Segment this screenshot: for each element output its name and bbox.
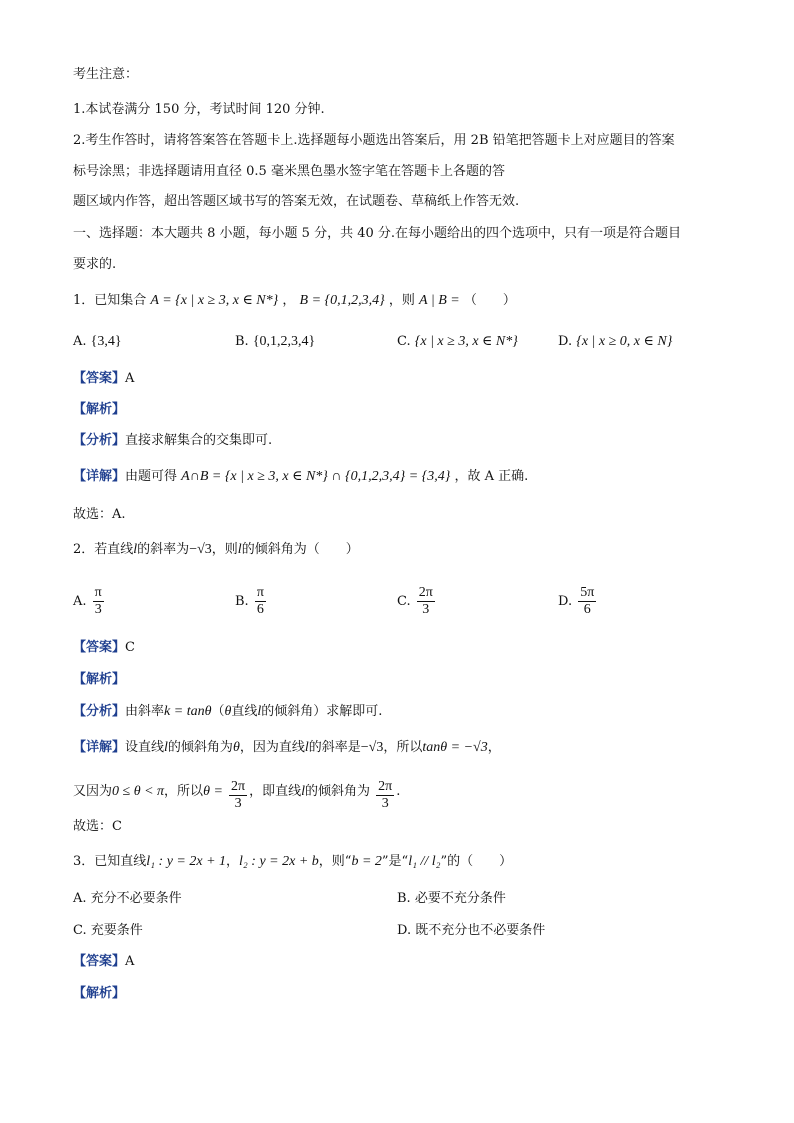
q1-prefix: 1．已知集合 bbox=[73, 293, 147, 308]
q2-answer: 【答案】C bbox=[73, 640, 135, 655]
q2-analysis-label: 【解析】 bbox=[73, 672, 126, 687]
q1-comma: ， bbox=[282, 293, 296, 308]
notice-title: 考生注意： bbox=[73, 67, 139, 82]
q3-option-d: D. 既不充分也不必要条件 bbox=[397, 923, 546, 938]
q1-option-a: A. {3,4} bbox=[73, 334, 122, 349]
q1-paren: （ ） bbox=[463, 293, 516, 308]
question-2-stem: 2．若直线l的斜率为−√3，则l的倾斜角为（ ） bbox=[73, 542, 359, 557]
q2-option-c: C. $\frac{2\pi}{3}$ bbox=[397, 585, 433, 617]
notice-line-1: 1.本试卷满分 150 分，考试时间 120 分钟. bbox=[73, 102, 325, 117]
q1-detail-math: A∩B = {x | x ≥ 3, x ∈ N*} ∩ {0,1,2,3,4} = {3,4} bbox=[181, 469, 451, 484]
q3-option-b: B. 必要不充分条件 bbox=[397, 891, 506, 906]
q2-answer-value: C bbox=[125, 640, 135, 655]
q1-fenxi: 【分析】直接求解集合的交集即可. bbox=[73, 433, 273, 448]
q2-option-d: D. $\frac{5\pi}{6}$ bbox=[558, 585, 595, 617]
q2-option-a: A. $\frac{\pi}{3}$ bbox=[73, 585, 102, 617]
q2-detail-tan: tanθ = −√3 bbox=[422, 740, 488, 755]
q2-line-l: l bbox=[133, 542, 138, 557]
section-heading-line-2: 要求的. bbox=[73, 257, 117, 272]
answer-label: 【答案】 bbox=[73, 371, 126, 386]
q2-slope: −√3 bbox=[189, 542, 212, 557]
q3-option-a: A. 充分不必要条件 bbox=[73, 891, 182, 906]
q1-option-d: D. {x | x ≥ 0, x ∈ N} bbox=[558, 334, 673, 349]
notice-line-2: 2.考生作答时，请将答案答在答题卡上.选择题每小题选出答案后，用 2B 铅笔把答题卡上对应题目的答案 bbox=[73, 133, 675, 148]
q1-answer bbox=[73, 370, 134, 388]
q1-set-a: A = {x | x ≥ 3, x ∈ N*} bbox=[150, 293, 279, 308]
q1-detail: 【详解】由题可得 A∩B = {x | x ≥ 3, x ∈ N*} ∩ {0,1,2,3,4} = {3,4} ，故 A 正确. bbox=[73, 469, 529, 484]
notice-line-3: 标号涂黑；非选择题请用直径 0.5 毫米黑色墨水签字笔在答题卡上各题的答 bbox=[73, 164, 505, 179]
q3-analysis-label: 【解析】 bbox=[73, 986, 126, 1001]
question-3-stem: 3．已知直线l₁ : y = 2x + 1，l₂ : y = 2x + b，则“b = 2”是“l₁ // l₂”的（ ） bbox=[73, 854, 513, 869]
q3-option-c: C. 充要条件 bbox=[73, 923, 143, 938]
q3-line-1: l₁ : y = 2x + 1 bbox=[146, 854, 227, 869]
q3-answer-value: A bbox=[125, 954, 135, 969]
q1-option-c: C. {x | x ≥ 3, x ∈ N*} bbox=[397, 334, 518, 349]
q1-set-b: B = {0,1,2,3,4} bbox=[299, 293, 385, 308]
q2-detail-1: 【详解】设直线l的倾斜角为θ，因为直线l的斜率是−√3，所以tanθ = −√3， bbox=[73, 740, 501, 755]
notice-line-4: 题区域内作答，超出答题区域书写的答案无效，在试题卷、草稿纸上作答无效. bbox=[73, 194, 520, 209]
q1-choice: 故选：A. bbox=[73, 507, 126, 522]
q2-fenxi: 【分析】由斜率k = tanθ（θ直线l的倾斜角）求解即可. bbox=[73, 704, 383, 719]
q3-line-2: l₂ : y = 2x + b bbox=[239, 854, 319, 869]
q3-answer: 【答案】A bbox=[73, 954, 135, 969]
q1-analysis-label: 【解析】 bbox=[73, 402, 126, 417]
q1-fenxi-text: 直接求解集合的交集即可. bbox=[125, 433, 273, 448]
section-heading-line-1: 一、选择题：本大题共 8 小题，每小题 5 分，共 40 分.在每小题给出的四个选项中，只有一项是符合题目 bbox=[73, 226, 682, 241]
q2-choice: 故选：C bbox=[73, 819, 122, 834]
q1-expression: A | B = bbox=[419, 293, 460, 308]
q1-option-b: B. {0,1,2,3,4} bbox=[235, 334, 316, 349]
q1-answer-value: A bbox=[125, 371, 135, 386]
q1-ask: ，则 bbox=[388, 293, 415, 308]
q2-detail-2: 又因为0 ≤ θ < π，所以θ = $\frac{2\pi}{3}$ ，即直线l的倾斜角为 $\frac{2\pi}{3}$ . bbox=[73, 779, 401, 811]
q2-option-b: B. $\frac{\pi}{6}$ bbox=[235, 585, 264, 617]
question-1-stem bbox=[73, 292, 516, 310]
